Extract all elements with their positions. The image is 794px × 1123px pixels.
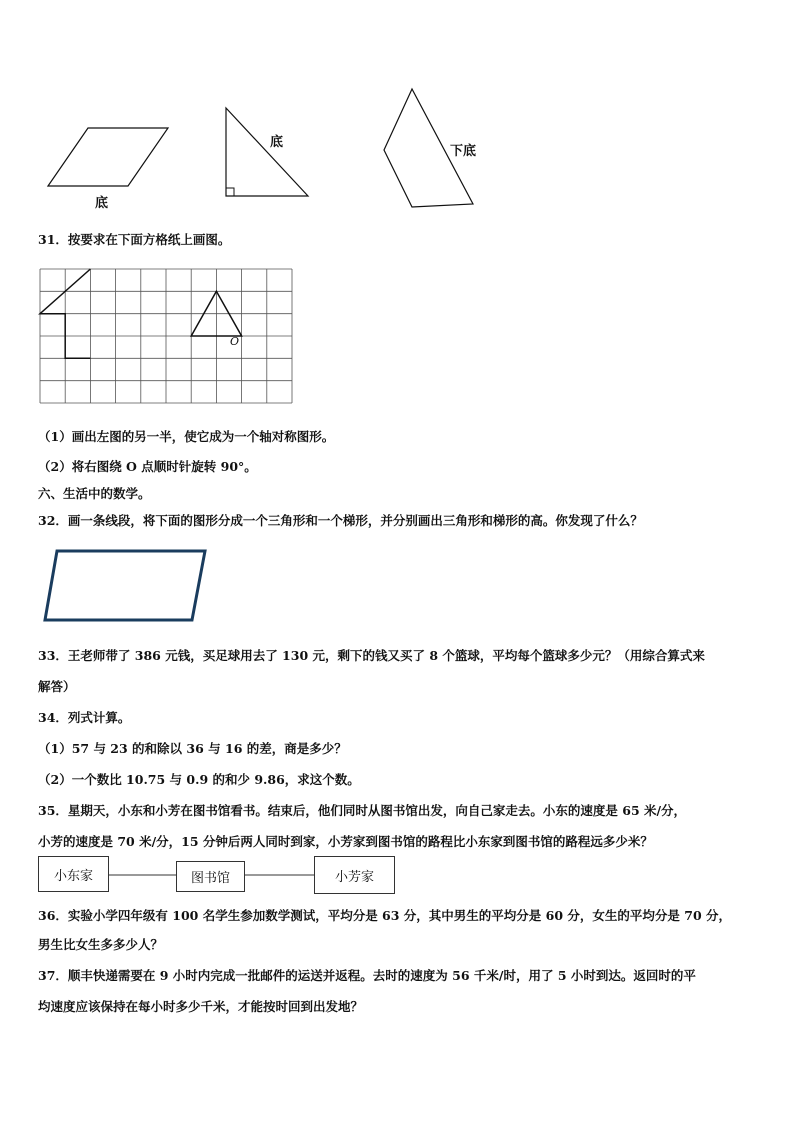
q35-line1: 35．星期天，小东和小芳在图书馆看书。结束后，他们同时从图书馆出发，向自己家走去。小东的速度是 65 米/分，: [38, 803, 687, 818]
q34-sub2: （2）一个数比 10.75 与 0.9 的和少 9.86，求这个数。: [38, 772, 360, 787]
q31-sub2: （2）将右图绕 O 点顺时针旋转 90°。: [38, 459, 257, 474]
q31-sub1: （1）画出左图的另一半，使它成为一个轴对称图形。: [38, 429, 335, 444]
point-o-label: O: [230, 335, 240, 348]
q34-sub1: （1）57 与 23 的和除以 36 与 16 的差，商是多少？: [38, 741, 347, 756]
q36-line1: 36．实验小学四年级有 100 名学生参加数学测试，平均分是 63 分，其中男生的平均分是 60 分，女生的平均分是 70 分，: [38, 908, 731, 923]
box-xiaodong-home: 小东家: [38, 856, 109, 892]
q37-line2: 均速度应该保持在每小时多少千米，才能按时回到出发地？: [38, 999, 364, 1014]
q35-line2: 小芳的速度是 70 米/分，15 分钟后两人同时到家，小芳家到图书馆的路程比小东家到图书馆的路程远多少米？: [38, 834, 653, 849]
box-xiaofang-home: 小芳家: [314, 856, 395, 894]
section-six-heading: 六、生活中的数学。: [38, 486, 151, 501]
q37-line1: 37．顺丰快递需要在 9 小时内完成一批邮件的运送并返程。去时的速度为 56 千米/时，用了 5 小时到达。返回时的平: [38, 968, 696, 983]
q31-title: 31．按要求在下面方格纸上画图。: [38, 232, 231, 247]
box-library: 图书馆: [176, 861, 245, 892]
triangle-base-label: 底: [270, 135, 284, 150]
q34-title: 34．列式计算。: [38, 710, 131, 725]
parallelogram-base-label: 底: [95, 196, 109, 211]
trapezoid-base-label: 下底: [450, 144, 477, 159]
q33-line1: 33．王老师带了 386 元钱，买足球用去了 130 元，剩下的钱又买了 8 个篮球，平均每个篮球多少元？（用综合算式来: [38, 648, 705, 663]
q32-text: 32．画一条线段，将下面的图形分成一个三角形和一个梯形，并分别画出三角形和梯形的高。你发现了什么？: [38, 513, 643, 528]
q33-line2: 解答）: [38, 679, 76, 694]
q36-line2: 男生比女生多多少人？: [38, 937, 164, 952]
